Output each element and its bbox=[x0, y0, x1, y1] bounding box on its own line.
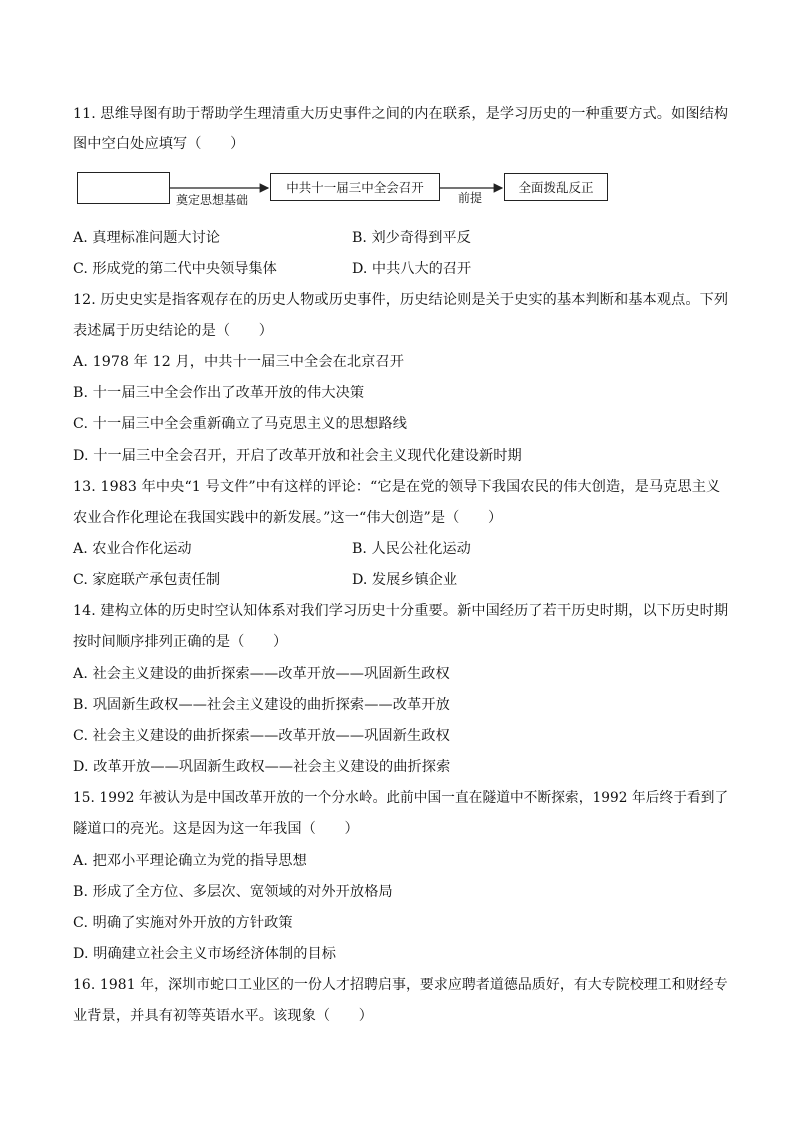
q13-option-d: D. 发展乡镇企业 bbox=[352, 572, 458, 588]
right-box: 全面拨乱反正 bbox=[504, 173, 608, 201]
q15-option-a: A. 把邓小平理论确立为党的指导思想 bbox=[73, 853, 307, 869]
q11-stem-line1: 11. 思维导图有助于帮助学生理清重大历史事件之间的内在联系，是学习历史的一种重要方式。如图结构 bbox=[73, 106, 729, 122]
q15-option-d: D. 明确建立社会主义市场经济体制的目标 bbox=[73, 946, 337, 962]
q11-option-d: D. 中共八大的召开 bbox=[352, 261, 472, 277]
q16-stem-line2: 业背景，并具有初等英语水平。该现象（ ） bbox=[73, 1008, 374, 1024]
q13-option-c: C. 家庭联产承包责任制 bbox=[73, 572, 221, 588]
q11-option-a: A. 真理标准问题大讨论 bbox=[73, 230, 220, 246]
q14-option-d: D. 改革开放——巩固新生政权——社会主义建设的曲折探索 bbox=[73, 759, 451, 775]
q14-stem-line1: 14. 建构立体的历史时空认知体系对我们学习历史十分重要。新中国经历了若干历史时期，以下历史时期 bbox=[73, 603, 729, 619]
q12-stem-line1: 12. 历史史实是指客观存在的历史人物或历史事件，历史结论则是关于史实的基本判断和基本观点。下列 bbox=[73, 292, 729, 308]
q11-option-b: B. 刘少奇得到平反 bbox=[352, 230, 471, 246]
q14-option-c: C. 社会主义建设的曲折探索——改革开放——巩固新生政权 bbox=[73, 728, 450, 744]
q14-stem-line2: 按时间顺序排列正确的是（ ） bbox=[73, 634, 288, 650]
q13-option-a: A. 农业合作化运动 bbox=[73, 541, 192, 557]
q15-option-b: B. 形成了全方位、多层次、宽领域的对外开放格局 bbox=[73, 884, 393, 900]
q13-stem-line2: 农业合作化理论在我国实践中的新发展。”这一“伟大创造”是（ ） bbox=[73, 510, 503, 526]
q12-option-c: C. 十一届三中全会重新确立了马克思主义的思想路线 bbox=[73, 416, 407, 432]
q12-option-d: D. 十一届三中全会召开，开启了改革开放和社会主义现代化建设新时期 bbox=[73, 448, 522, 464]
q11-option-c: C. 形成党的第二代中央领导集体 bbox=[73, 261, 277, 277]
q13-stem-line1: 13. 1983 年中央“1 号文件”中有这样的评论：“它是在党的领导下我国农民的伟大创造，是马克思主义 bbox=[73, 479, 721, 495]
arrow-label-1: 奠定思想基础 bbox=[176, 193, 249, 207]
arrow-label-2: 前提 bbox=[458, 191, 483, 205]
q12-option-a: A. 1978 年 12 月，中共十一届三中全会在北京召开 bbox=[73, 354, 405, 370]
q13-option-b: B. 人民公社化运动 bbox=[352, 541, 471, 557]
q15-stem-line1: 15. 1992 年被认为是中国改革开放的一个分水岭。此前中国一直在隧道中不断探索，1992 年后终于看到了 bbox=[73, 790, 729, 806]
q16-stem-line1: 16. 1981 年，深圳市蛇口工业区的一份人才招聘启事，要求应聘者道德品质好，有大专院校理工和财经专 bbox=[73, 977, 728, 993]
q12-stem-line2: 表述属于历史结论的是（ ） bbox=[73, 323, 274, 339]
q14-option-a: A. 社会主义建设的曲折探索——改革开放——巩固新生政权 bbox=[73, 666, 450, 682]
q15-option-c: C. 明确了实施对外开放的方针政策 bbox=[73, 915, 293, 931]
blank-box bbox=[77, 172, 170, 204]
center-box: 中共十一届三中全会召开 bbox=[270, 173, 440, 201]
q14-option-b: B. 巩固新生政权——社会主义建设的曲折探索——改革开放 bbox=[73, 697, 450, 713]
q15-stem-line2: 隧道口的亮光。这是因为这一年我国（ ） bbox=[73, 821, 359, 837]
q12-option-b: B. 十一届三中全会作出了改革开放的伟大决策 bbox=[73, 385, 365, 401]
q11-stem-line2: 图中空白处应填写（ ） bbox=[73, 136, 245, 152]
